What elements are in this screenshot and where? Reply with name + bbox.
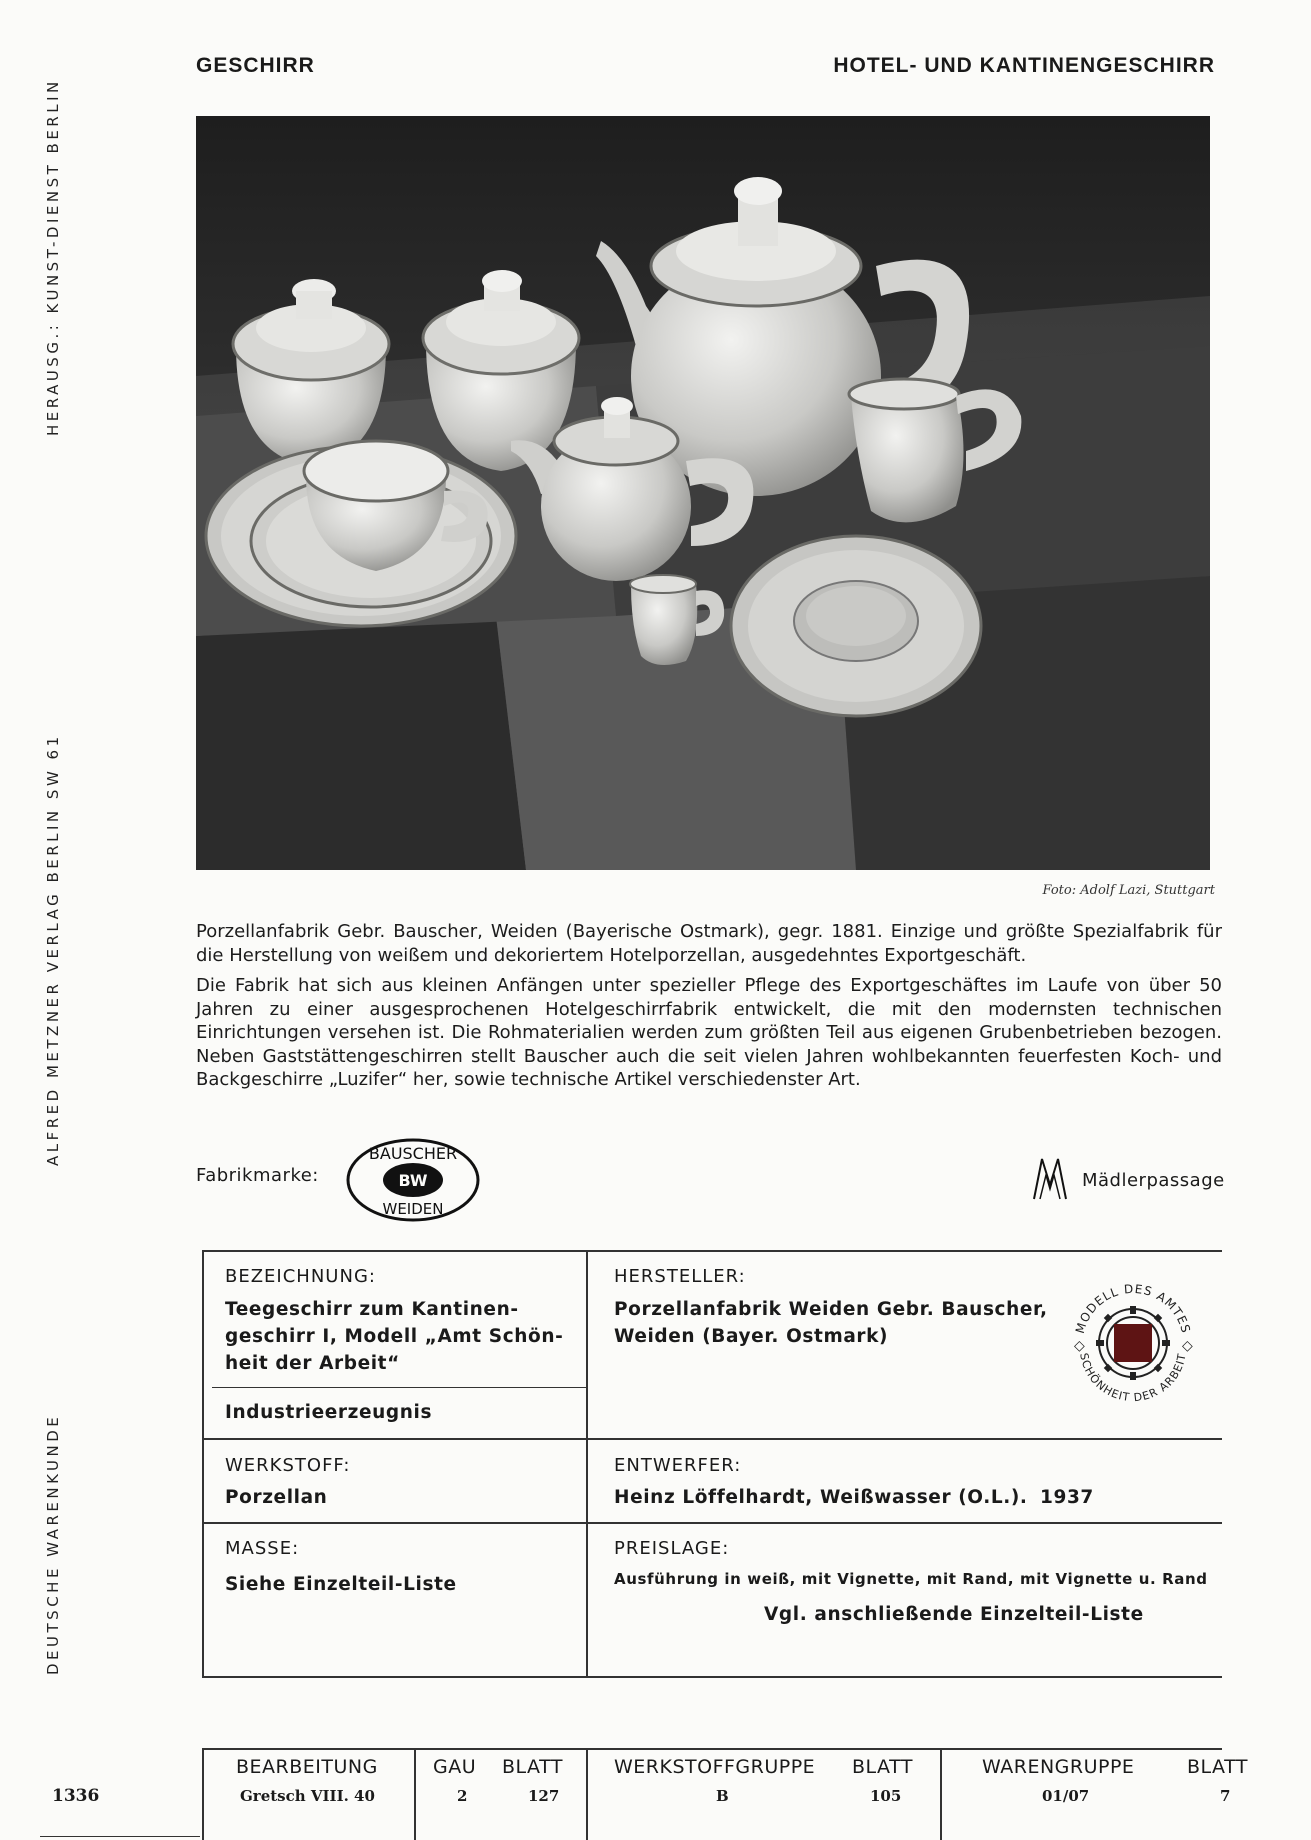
side-text-middle: ALFRED METZNER VERLAG BERLIN SW 61 xyxy=(44,733,62,1166)
footer-divider-1 xyxy=(414,1748,416,1840)
footer-divider-3 xyxy=(940,1748,942,1840)
footer-divider-2 xyxy=(586,1748,588,1840)
seal-square xyxy=(1114,1324,1152,1362)
seal-ornament-right: ◇ xyxy=(1182,1338,1193,1354)
entwerfer-label: ENTWERFER: xyxy=(614,1455,742,1476)
table-divider-row2 xyxy=(202,1522,1222,1524)
footer-bearbeitung-value: Gretsch VIII. 40 xyxy=(240,1787,375,1805)
footer-blatt-1-label: BLATT xyxy=(502,1756,563,1778)
bezeichnung-line-2: geschirr I, Modell „Amt Schön- xyxy=(225,1326,564,1347)
entwerfer-year: 1937 xyxy=(1040,1487,1094,1508)
footer-blatt-1-value: 127 xyxy=(528,1787,560,1805)
masse-value: Siehe Einzelteil-Liste xyxy=(225,1574,457,1595)
industrieerzeugnis: Industrieerzeugnis xyxy=(225,1402,433,1423)
footer-warengruppe-label: WARENGRUPPE xyxy=(982,1756,1135,1778)
header-right: HOTEL- UND KANTINENGESCHIRR xyxy=(833,54,1215,77)
footer-gau-label: GAU xyxy=(433,1756,477,1778)
header-left: GESCHIRR xyxy=(196,54,315,77)
hersteller-line-2: Weiden (Bayer. Ostmark) xyxy=(614,1326,889,1347)
table-divider-middle xyxy=(586,1250,588,1678)
footer-border-left xyxy=(202,1748,204,1840)
messe-icon xyxy=(1030,1155,1070,1201)
footer-warengruppe-value: 01/07 xyxy=(1042,1787,1090,1805)
seal-text-top: MODELL DES AMTES xyxy=(1072,1281,1194,1336)
entwerfer-value: Heinz Löffelhardt, Weißwasser (O.L.). xyxy=(614,1487,1028,1508)
werkstoff-value: Porzellan xyxy=(225,1487,328,1508)
bezeichnung-label: BEZEICHNUNG: xyxy=(225,1266,376,1287)
table-border-top xyxy=(202,1250,1222,1252)
footer-bearbeitung-label: BEARBEITUNG xyxy=(236,1756,378,1778)
footer-werkstoffgruppe-value: B xyxy=(716,1787,729,1805)
table-divider-industrie xyxy=(212,1387,586,1388)
seal-ornament-left: ◇ xyxy=(1074,1338,1085,1354)
footer-blatt-2-label: BLATT xyxy=(852,1756,913,1778)
description-paragraph-2: Die Fabrik hat sich aus kleinen Anfängen unter spezieller Pflege des Exportgeschäftes im Laufe von über 50 Jahren zu einer ausgesprochenen Hotelgeschirrfabrik entwickelt, die mit den modernsten technischen Einrichtungen versehen ist. Die Rohmaterialien werden zum größten Teil aus eigenen Grubenbetrieben bezogen. Neben Gaststättengeschirren stellt Bauscher auch die seit vielen Jahren wohlbekannten feuerfesten Koch- und Backgeschirre „Luzifer“ her, sowie technische Artikel verschiedenster Art. xyxy=(196,975,1222,1090)
bauscher-logo xyxy=(345,1137,481,1223)
table-divider-row1 xyxy=(202,1438,1222,1440)
werkstoff-label: WERKSTOFF: xyxy=(225,1455,351,1476)
seal-text-bottom: SCHÖNHEIT DER ARBEIT xyxy=(1077,1351,1189,1405)
footer-border-top xyxy=(202,1748,1222,1750)
footer-werkstoffgruppe-label: WERKSTOFFGRUPPE xyxy=(614,1756,816,1778)
description xyxy=(196,920,1222,1099)
preislage-line-2: Vgl. anschließende Einzelteil-Liste xyxy=(764,1604,1144,1625)
logo-bottom-text: WEIDEN xyxy=(382,1200,444,1218)
page-number: 1336 xyxy=(52,1786,100,1806)
table-border-bottom xyxy=(202,1676,1222,1678)
preislage-label: PREISLAGE: xyxy=(614,1538,730,1559)
bezeichnung-value xyxy=(225,1296,563,1377)
side-text-bottom: DEUTSCHE WARENKUNDE xyxy=(44,1413,62,1675)
side-text-top: HERAUSG.: KUNST-DIENST BERLIN xyxy=(44,78,62,436)
footer-gau-value: 2 xyxy=(457,1787,468,1805)
product-photo xyxy=(196,116,1210,870)
footer-blatt-3-value: 7 xyxy=(1220,1787,1231,1805)
footer-blatt-2-value: 105 xyxy=(870,1787,902,1805)
description-paragraph-1: Porzellanfabrik Gebr. Bauscher, Weiden (Bayerische Ostmark), gegr. 1881. Einzige und größte Spezialfabrik für die Herstellung von weißem und dekoriertem Hotelporzellan, ausgedehntes Exportgeschäft. xyxy=(196,921,1222,966)
photo-credit: Foto: Adolf Lazi, Stuttgart xyxy=(1042,883,1215,898)
messe-label: Mädlerpassage xyxy=(1082,1170,1225,1191)
hersteller-value xyxy=(614,1296,1048,1350)
saucer-with-bowl xyxy=(731,536,981,716)
preislage-line-1: Ausführung in weiß, mit Vignette, mit Rand, mit Vignette u. Rand xyxy=(614,1570,1208,1588)
bezeichnung-line-3: heit der Arbeit“ xyxy=(225,1353,400,1374)
bezeichnung-line-1: Teegeschirr zum Kantinen- xyxy=(225,1299,519,1320)
footer-blatt-3-label: BLATT xyxy=(1187,1756,1248,1778)
logo-top-text: BAUSCHER xyxy=(368,1144,458,1163)
masse-label: MASSE: xyxy=(225,1538,300,1559)
table-border-left xyxy=(202,1250,204,1678)
schoenheit-der-arbeit-seal xyxy=(1058,1268,1208,1418)
logo-center-text: BW xyxy=(398,1171,428,1190)
hersteller-label: HERSTELLER: xyxy=(614,1266,746,1287)
footer-rule-left xyxy=(40,1836,200,1837)
fabrikmarke-label: Fabrikmarke: xyxy=(196,1165,319,1186)
hersteller-line-1: Porzellanfabrik Weiden Gebr. Bauscher, xyxy=(614,1299,1048,1320)
